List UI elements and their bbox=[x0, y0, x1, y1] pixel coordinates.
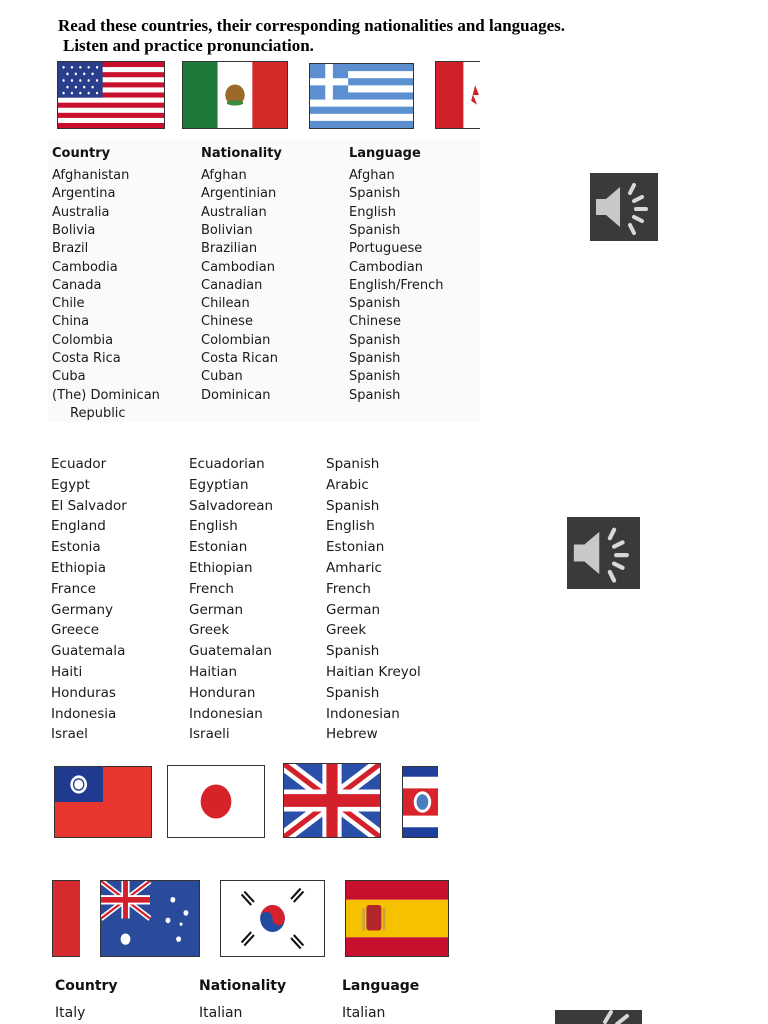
cell-language: Spanish bbox=[349, 369, 401, 385]
cell-nationality: Israeli bbox=[189, 726, 230, 743]
cell-country: Costa Rica bbox=[52, 351, 121, 366]
cell-nationality: Guatemalan bbox=[189, 643, 272, 660]
cell-language: Indonesian bbox=[326, 705, 400, 722]
cell-country: Italy bbox=[55, 1005, 86, 1021]
cell-nationality: Chinese bbox=[201, 314, 253, 330]
costa-rica-flag bbox=[402, 766, 438, 838]
south-korea-flag bbox=[220, 880, 325, 957]
header-language: Language bbox=[349, 146, 421, 161]
title-line-2: Listen and practice pronunciation. bbox=[63, 36, 314, 55]
cell-language: Arabic bbox=[326, 476, 369, 493]
header-country: Country bbox=[52, 146, 111, 161]
cell-language: Amharic bbox=[326, 560, 382, 576]
page-title bbox=[58, 16, 698, 56]
cell-language: Portuguese bbox=[349, 241, 423, 257]
cell-country: Brazil bbox=[52, 241, 89, 257]
peru-flag bbox=[52, 880, 80, 957]
cell-country: Cambodia bbox=[52, 259, 118, 275]
cell-nationality: Canadian bbox=[201, 277, 263, 293]
uk-flag bbox=[283, 763, 381, 838]
cell-nationality: Afghan bbox=[201, 168, 247, 183]
header-nationality: Nationality bbox=[201, 146, 282, 161]
cell-nationality: Indonesian bbox=[189, 705, 263, 722]
cell-language: Haitian Kreyol bbox=[326, 664, 421, 680]
cell-country: Greece bbox=[51, 622, 100, 639]
cell-country: China bbox=[52, 314, 90, 330]
speaker-icon[interactable] bbox=[567, 517, 640, 589]
australia-flag bbox=[100, 880, 200, 957]
greece-flag bbox=[309, 63, 414, 129]
usa-flag bbox=[57, 61, 165, 129]
cell-language: Spanish bbox=[349, 222, 401, 238]
cell-country: Chile bbox=[52, 296, 85, 312]
cell-country: Israel bbox=[51, 726, 88, 743]
cell-country: Ethiopia bbox=[51, 560, 106, 576]
cell-country: Afghanistan bbox=[52, 168, 130, 183]
cell-language: Afghan bbox=[349, 168, 395, 183]
cell-language: English bbox=[326, 518, 375, 535]
speaker-icon[interactable] bbox=[590, 173, 658, 241]
cell-country: El Salvador bbox=[51, 497, 127, 514]
cell-nationality: German bbox=[189, 601, 244, 618]
cell-country: Canada bbox=[52, 277, 102, 293]
cell-country: France bbox=[51, 580, 96, 597]
cell-language: Spanish bbox=[326, 456, 380, 472]
cell-nationality: French bbox=[189, 580, 234, 597]
cell-language: German bbox=[326, 601, 381, 618]
cell-language: Estonian bbox=[326, 539, 385, 556]
cell-nationality: Colombian bbox=[201, 332, 271, 348]
cell-nationality: Italian bbox=[199, 1005, 243, 1021]
cell-language: English bbox=[349, 204, 396, 220]
cell-nationality: Costa Rican bbox=[201, 351, 278, 366]
cell-country: Egypt bbox=[51, 476, 90, 493]
cell-nationality: Cuban bbox=[201, 369, 243, 385]
cell-language: Spanish bbox=[349, 186, 401, 202]
cell-country: Indonesia bbox=[51, 705, 117, 722]
cell-language: Spanish bbox=[326, 643, 380, 660]
cell-nationality: Greek bbox=[189, 622, 230, 639]
cell-country: (The) Dominican bbox=[52, 387, 160, 403]
cell-language: French bbox=[326, 580, 371, 597]
cell-country: Germany bbox=[51, 601, 114, 618]
taiwan-flag bbox=[54, 766, 152, 838]
cell-nationality: Salvadorean bbox=[189, 497, 274, 514]
cell-nationality: English bbox=[189, 518, 238, 535]
cell-language: Spanish bbox=[349, 351, 401, 366]
cell-country: Australia bbox=[52, 204, 110, 220]
cell-country: Bolivia bbox=[52, 222, 96, 238]
header-country: Country bbox=[55, 978, 118, 994]
cell-nationality: Honduran bbox=[189, 684, 256, 701]
cell-country: Haiti bbox=[51, 664, 83, 680]
cell-language: English/French bbox=[349, 277, 444, 293]
cell-country: Argentina bbox=[52, 186, 116, 202]
cell-language: Cambodian bbox=[349, 259, 423, 275]
cell-country: Honduras bbox=[51, 684, 116, 701]
cell-nationality: Chilean bbox=[201, 296, 250, 312]
japan-flag bbox=[167, 765, 265, 838]
cell-language: Spanish bbox=[326, 497, 380, 514]
title-line-1: Read these countries, their corresponding nationalities and languages. bbox=[58, 16, 566, 35]
cell-nationality: Brazilian bbox=[201, 241, 258, 257]
spain-flag bbox=[345, 880, 449, 957]
cell-language: Chinese bbox=[349, 314, 401, 330]
cell-nationality: Ethiopian bbox=[189, 560, 253, 576]
cell-nationality: Ecuadorian bbox=[189, 456, 265, 472]
cell-nationality: Bolivian bbox=[201, 222, 253, 238]
cell-nationality: Dominican bbox=[201, 387, 271, 403]
cell-language: Spanish bbox=[326, 684, 380, 701]
cell-country: Ecuador bbox=[51, 456, 107, 472]
cell-country: Cuba bbox=[52, 369, 86, 385]
cell-language: Spanish bbox=[349, 387, 401, 403]
cell-nationality: Cambodian bbox=[201, 259, 275, 275]
cell-nationality: Haitian bbox=[189, 664, 238, 680]
cell-nationality: Australian bbox=[201, 204, 267, 220]
header-nationality: Nationality bbox=[199, 978, 287, 994]
mexico-flag bbox=[182, 61, 288, 129]
cell-language: Italian bbox=[342, 1005, 386, 1021]
cell-country: England bbox=[51, 518, 106, 535]
canada-flag bbox=[435, 61, 480, 129]
cell-language: Hebrew bbox=[326, 726, 378, 743]
speaker-icon[interactable] bbox=[555, 1010, 642, 1024]
cell-language: Greek bbox=[326, 622, 367, 639]
cell-nationality: Argentinian bbox=[201, 186, 277, 202]
cell-country: Guatemala bbox=[51, 643, 126, 660]
cell-country: Estonia bbox=[51, 539, 101, 556]
header-language: Language bbox=[342, 978, 420, 994]
table1-extra: Republic bbox=[70, 406, 126, 421]
cell-language: Spanish bbox=[349, 332, 401, 348]
cell-nationality: Estonian bbox=[189, 539, 248, 556]
cell-nationality: Egyptian bbox=[189, 476, 249, 493]
cell-country: Colombia bbox=[52, 332, 114, 348]
cell-language: Spanish bbox=[349, 296, 401, 312]
